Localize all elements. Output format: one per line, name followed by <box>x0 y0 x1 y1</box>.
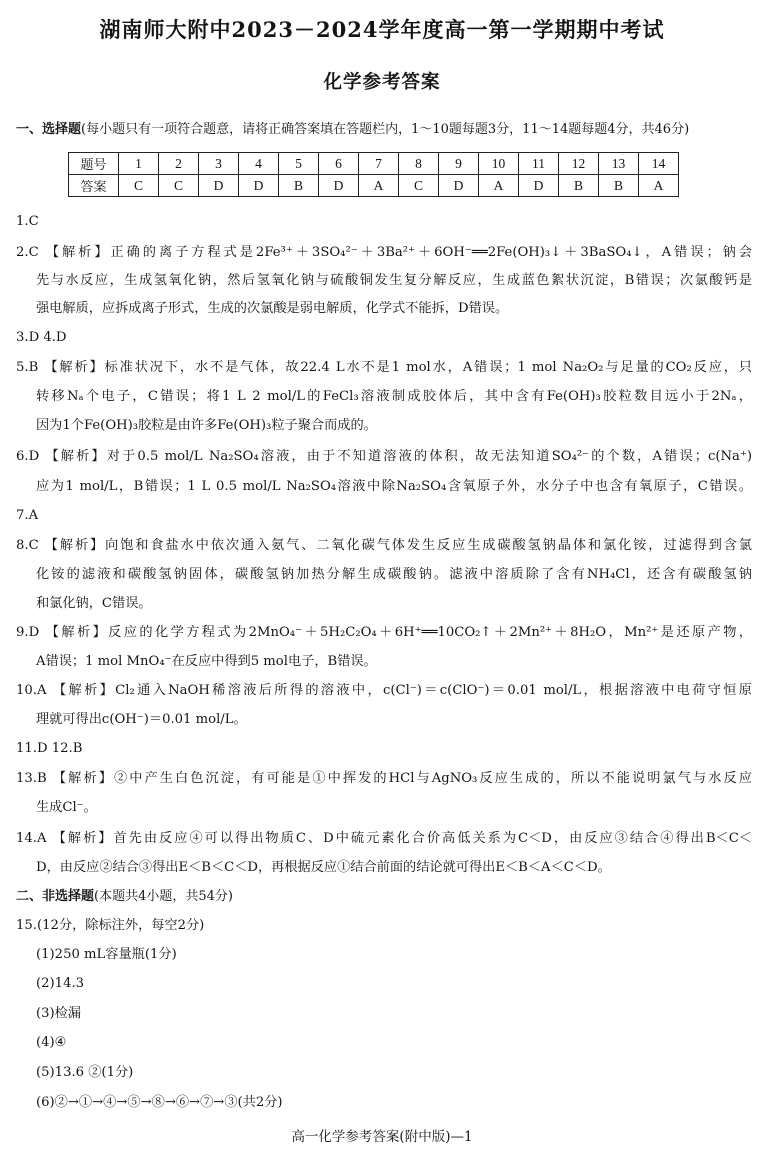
answer-cell: B <box>279 175 319 197</box>
answer-cell: D <box>239 175 279 197</box>
answer-line-5: 5.B 【解析】标准状况下，水不是气体，故22.4 L水不是1 mol水，A错误；1 mol Na₂O₂与足量的CO₂反应，只 <box>16 360 752 375</box>
question-number: 9 <box>439 153 479 175</box>
question-number: 5 <box>279 153 319 175</box>
answer-line-14: 14.A 【解析】首先由反应④可以得出物质C、D中硫元素化合价高低关系为C＜D，由反应③结合④得出B＜C＜ <box>16 831 752 846</box>
answer-line-13-cont: 生成Cl⁻。 <box>36 800 97 815</box>
answer-cell: B <box>599 175 639 197</box>
answer-cell: D <box>439 175 479 197</box>
question-number: 4 <box>239 153 279 175</box>
question-15-item: (5)13.6 ②(1分) <box>36 1065 134 1080</box>
answer-line-5-cont: 因为1个Fe(OH)₃胶粒是由许多Fe(OH)₃粒子聚合而成的。 <box>36 418 377 433</box>
page-footer: 高一化学参考答案(附中版)—1 <box>291 1129 473 1145</box>
answer-cell: D <box>199 175 239 197</box>
question-15-title: 15.(12分，除标注外，每空2分) <box>16 918 205 933</box>
question-number: 3 <box>199 153 239 175</box>
answer-line-3-4: 3.D 4.D <box>16 330 67 345</box>
answer-line-8-cont: 化铵的滤液和碳酸氢钠固体，碳酸氢钠加热分解生成碳酸钠。滤液中溶质除了含有NH₄Cl，还含有碳酸氢钠 <box>36 567 752 582</box>
question-number: 7 <box>359 153 399 175</box>
question-number: 1 <box>119 153 159 175</box>
answer-table-number-row <box>69 153 679 175</box>
answer-line-1: 1.C <box>16 214 39 229</box>
answer-cell: D <box>519 175 559 197</box>
question-15-item: (1)250 mL容量瓶(1分) <box>36 947 177 962</box>
answer-line-11-12: 11.D 12.B <box>16 741 83 756</box>
answer-line-6: 6.D 【解析】对于0.5 mol/L Na₂SO₄溶液，由于不知道溶液的体积，故无法知道SO₄²⁻的个数，A错误；c(Na⁺) <box>16 449 752 464</box>
answer-line-13: 13.B 【解析】②中产生白色沉淀，有可能是①中挥发的HCl与AgNO₃反应生成的，所以不能说明氯气与水反应 <box>16 771 752 786</box>
answer-cell: C <box>399 175 439 197</box>
answer-cell: A <box>479 175 519 197</box>
question-15-item: (3)检漏 <box>36 1006 82 1021</box>
answer-line-2-cont: 先与水反应，生成氢氧化钠，然后氢氧化钠与硫酸铜发生复分解反应，生成蓝色絮状沉淀，B错误；次氯酸钙是 <box>36 273 752 288</box>
page-title: 湖南师大附中2023－2024学年度高一第一学期期中考试 <box>99 17 665 42</box>
answer-line-2-cont: 强电解质，应拆成离子形式，生成的次氯酸是弱电解质，化学式不能拆，D错误。 <box>36 301 509 316</box>
section-1-title: 一、选择题 <box>16 122 82 137</box>
page-subtitle: 化学参考答案 <box>323 72 441 93</box>
answer-line-7: 7.A <box>16 508 39 523</box>
answer-cell: C <box>119 175 159 197</box>
section-2-title: 二、非选择题 <box>16 889 95 904</box>
question-number: 12 <box>559 153 599 175</box>
answer-line-8-cont: 和氯化钠，C错误。 <box>36 596 152 611</box>
answer-table <box>68 152 679 197</box>
question-number: 2 <box>159 153 199 175</box>
answer-line-9: 9.D 【解析】反应的化学方程式为2MnO₄⁻＋5H₂C₂O₄＋6H⁺══10CO₂↑＋2Mn²⁺＋8H₂O，Mn²⁺是还原产物， <box>16 625 752 640</box>
answer-line-2: 2.C 【解析】正确的离子方程式是2Fe³⁺＋3SO₄²⁻＋3Ba²⁺＋6OH⁻══2Fe(OH)₃↓＋3BaSO₄↓，A错误；钠会 <box>16 245 752 260</box>
answer-line-10: 10.A 【解析】Cl₂通入NaOH稀溶液后所得的溶液中，c(Cl⁻)＝c(ClO⁻)＝0.01 mol/L，根据溶液中电荷守恒原 <box>16 683 752 698</box>
answer-cell: A <box>359 175 399 197</box>
question-number: 6 <box>319 153 359 175</box>
row-label-number: 题号 <box>69 153 119 175</box>
answer-line-9-cont: A错误；1 mol MnO₄⁻在反应中得到5 mol电子，B错误。 <box>36 654 377 669</box>
question-number: 14 <box>639 153 679 175</box>
answer-line-14-cont: D，由反应②结合③得出E＜B＜C＜D，再根据反应①结合前面的结论就可得出E＜B＜A＜C＜D。 <box>36 860 611 875</box>
question-15-item: (2)14.3 <box>36 976 85 991</box>
question-15-item: (6)②→①→④→⑤→⑧→⑥→⑦→③(共2分) <box>36 1095 283 1110</box>
answer-line-8: 8.C 【解析】向饱和食盐水中依次通入氨气、二氧化碳气体发生反应生成碳酸氢钠晶体和氯化铵，过滤得到含氯 <box>16 538 752 553</box>
question-number: 8 <box>399 153 439 175</box>
question-number: 11 <box>519 153 559 175</box>
question-number: 10 <box>479 153 519 175</box>
answer-cell: C <box>159 175 199 197</box>
answer-cell: A <box>639 175 679 197</box>
section-1-note: (每小题只有一项符合题意，请将正确答案填在答题栏内，1～10题每题3分，11～14题每题4分，共46分) <box>81 122 690 137</box>
section-1-heading <box>16 120 756 140</box>
answer-line-6-cont: 应为1 mol/L，B错误；1 L 0.5 mol/L Na₂SO₄溶液中除Na₂SO₄含氧原子外，水分子中也含有氧原子，C错误。 <box>36 479 752 494</box>
answer-cell: B <box>559 175 599 197</box>
question-15-item: (4)④ <box>36 1035 67 1050</box>
answer-line-10-cont: 理就可得出c(OH⁻)＝0.01 mol/L。 <box>36 712 247 727</box>
answer-cell: D <box>319 175 359 197</box>
question-number: 13 <box>599 153 639 175</box>
answer-line-5-cont: 转移Nₐ个电子，C错误；将1 L 2 mol/L的FeCl₃溶液制成胶体后，其中含有Fe(OH)₃胶粒数目远小于2Nₐ， <box>36 389 752 404</box>
section-2-heading <box>16 887 756 907</box>
answer-table-answer-row <box>69 175 679 197</box>
row-label-answer: 答案 <box>69 175 119 197</box>
section-2-note: (本题共4小题，共54分) <box>94 889 233 904</box>
